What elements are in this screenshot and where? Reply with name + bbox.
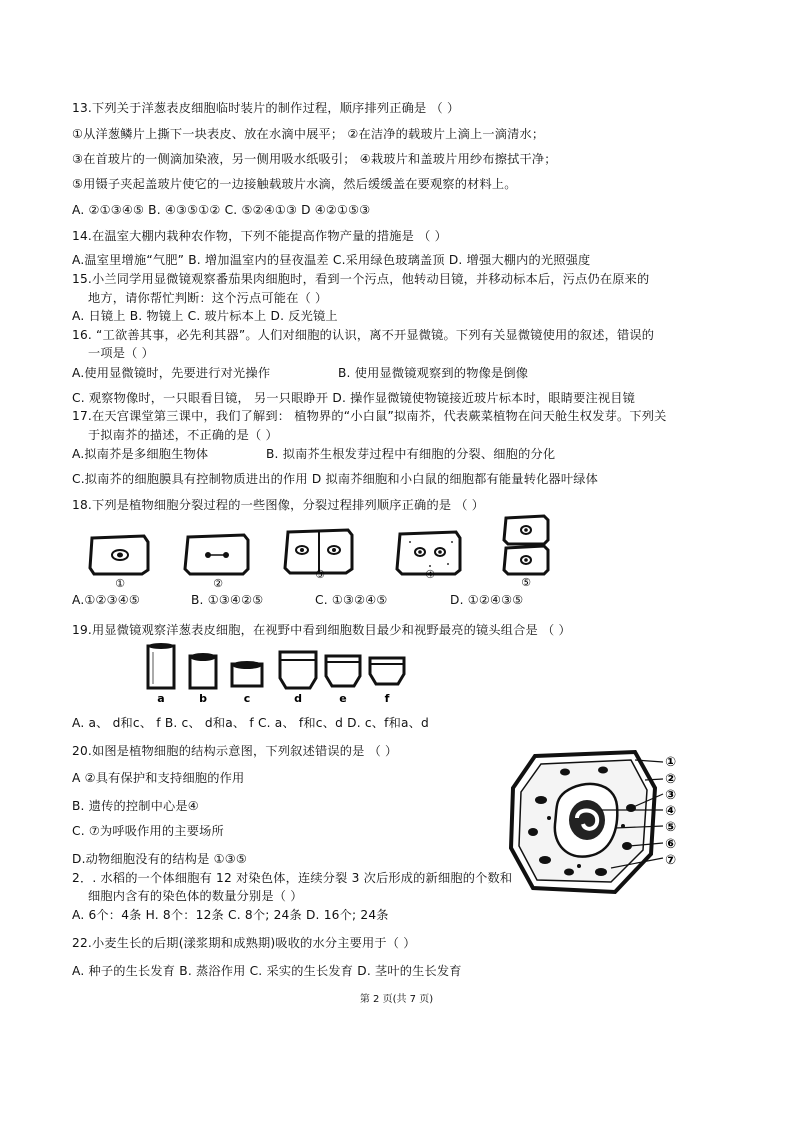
cell-division-figure: [84, 512, 554, 592]
lens-label-f: f: [384, 692, 390, 705]
q17-stem-2: 于拟南芥的描述，不正确的是（ ）: [88, 428, 278, 442]
microscope-lenses-figure: [140, 638, 410, 710]
q20-option-b: B. 遗传的控制中心是④: [72, 799, 199, 813]
division-stage-4: [397, 532, 460, 581]
q13-statement-3: ⑤用镊子夹起盖玻片使它的一边接触载玻片水滴，然后缓缓盖在要观察的材料上。: [72, 177, 517, 191]
q17-option-a: A.拟南芥是多细胞生物体: [72, 447, 209, 461]
plant-cell-diagram: [505, 748, 685, 898]
stage-label-1: ①: [115, 577, 125, 590]
stage-label-2: ②: [213, 577, 223, 590]
q13-stem: 13.下列关于洋葱表皮细胞临时装片的制作过程，顺序排列正确是 （ ）: [72, 101, 460, 115]
stage-label-5: ⑤: [521, 576, 531, 589]
stage-label-4: ④: [425, 568, 435, 581]
q16-option-b: B. 使用显微镜观察到的物像是倒像: [338, 366, 529, 380]
q16-options-cd: C. 观察物像时，一只眼看目镜， 另一只眼睁开 D. 操作显微镜使物镜接近玻片标本时，眼睛要注视目镜: [72, 391, 636, 405]
lens-f: [370, 658, 404, 705]
cell-label-1: ①: [665, 755, 677, 770]
q15-options: A. 日镜上 B. 物镜上 C. 玻片标本上 D. 反光镜上: [72, 309, 338, 323]
q20-option-c: C. ⑦为呼吸作用的主要场所: [72, 824, 224, 838]
q16-stem-1: 16. “工欲善其事，必先利其器”。人们对细胞的认识，离不开显微镜。下列有关显微镜使用的叙述，错误的: [72, 328, 655, 342]
division-stage-1: [90, 536, 148, 590]
cell-label-7: ⑦: [665, 853, 677, 868]
lens-b: [190, 653, 216, 705]
q21-stem-1: 2．. 水稻的一个体细胞有 12 对染色体，连续分裂 3 次后形成的新细胞的个数和: [72, 871, 513, 885]
division-stage-2: [185, 535, 248, 590]
stage-label-3: ③: [315, 568, 325, 581]
cell-label-4: ④: [665, 804, 677, 819]
q21-options: A. 6个：4条 H. 8个：12条 C. 8个; 24条 D. 16个; 24条: [72, 908, 389, 922]
q16-stem-2: 一项是（ ）: [88, 346, 155, 360]
lens-e: [326, 656, 360, 705]
q13-options: A. ②①③④⑤ B. ④③⑤①② C. ⑤②④①③ D ④②①⑤③: [72, 203, 371, 217]
cell-label-6: ⑥: [665, 837, 677, 852]
cell-label-5: ⑤: [665, 820, 677, 835]
nucleus: [569, 800, 605, 840]
q13-statement-2: ③在首玻片的一侧滴加染液，另一侧用吸水纸吸引； ④栽玻片和盖玻片用纱布擦拭干净；: [72, 152, 557, 166]
q14-options: A.温室里增施“气肥” B. 增加温室内的昼夜温差 C.采用绿色玻璃盖顶 D. 增强大棚内的光照强度: [72, 253, 591, 267]
q17-options-cd: C.拟南芥的细胞膜具有控制物质进出的作用 D 拟南芥细胞和小白鼠的细胞都有能量转化器叶绿体: [72, 472, 599, 486]
lens-label-c: c: [243, 692, 251, 705]
lens-label-b: b: [199, 692, 207, 705]
lens-label-d: d: [294, 692, 302, 705]
lens-d: [280, 652, 316, 705]
q22-stem: 22.小麦生长的后期(漾浆期和成熟期)吸收的水分主要用于（ ）: [72, 936, 416, 950]
lens-a: [148, 643, 174, 705]
q13-statement-1: ①从洋葱鳞片上撕下一块表皮、放在水滴中展平； ②在洁净的载玻片上滴上一滴清水；: [72, 127, 545, 141]
q16-option-a: A.使用显微镜时，先要进行对光操作: [72, 366, 271, 380]
q18-option-b: B. ①③④②⑤: [191, 593, 264, 607]
division-stage-3: [285, 530, 352, 581]
q14-stem: 14.在温室大棚内栽种农作物，下列不能提高作物产量的措施是 （ ）: [72, 229, 447, 243]
q18-option-d: D. ①②④③⑤: [450, 593, 524, 607]
lens-label-a: a: [157, 692, 165, 705]
q20-option-a: A ②具有保护和支持细胞的作用: [72, 771, 245, 785]
cell-label-2: ②: [665, 772, 677, 787]
lens-label-e: e: [339, 692, 347, 705]
q15-stem-2: 地方，请你帮忙判断：这个污点可能在（ ）: [88, 291, 328, 305]
q18-stem: 18.下列是植物细胞分裂过程的一些图像，分裂过程排列顺序正确的是 （ ）: [72, 498, 485, 512]
q20-stem: 20.如图是植物细胞的结构示意图，下列叙述错误的是 （ ）: [72, 744, 398, 758]
q20-option-d: D.动物细胞没有的结构是 ①③⑤: [72, 852, 247, 866]
q17-stem-1: 17.在天宫课堂第三课中，我们了解到： 植物界的“小白鼠”拟南芥，代表蕨菜植物在问天舱生权发芽。下列关: [72, 409, 667, 423]
q22-options: A. 种子的生长发育 B. 蒸浴作用 C. 采实的生长发育 D. 茎叶的生长发育: [72, 964, 462, 978]
lens-c: [232, 661, 262, 705]
page-footer: 第 2 页(共 7 页): [359, 994, 434, 1005]
division-stage-5: [504, 516, 548, 589]
q17-option-b: B. 拟南芥生根发芽过程中有细胞的分裂、细胞的分化: [266, 447, 556, 461]
q19-stem: 19.用显微镜观察洋葱表皮细胞，在视野中看到细胞数目最少和视野最亮的镜头组合是 （ ）: [72, 623, 571, 637]
q18-option-c: C. ①③②④⑤: [315, 593, 388, 607]
cell-label-3: ③: [665, 788, 677, 803]
q18-option-a: A.①②③④⑤: [72, 593, 141, 607]
q21-stem-2: 细胞内含有的染色体的数量分别是（ ）: [88, 889, 303, 903]
q15-stem-1: 15.小兰同学用显微镜观察番茄果肉细胞时，看到一个污点，他转动目镜，并移动标本后，污点仍在原来的: [72, 272, 650, 286]
q19-options: A. a、 d和c、 f B. c、 d和a、 f C. a、 f和c、d D. c、f和a、d: [72, 716, 429, 730]
